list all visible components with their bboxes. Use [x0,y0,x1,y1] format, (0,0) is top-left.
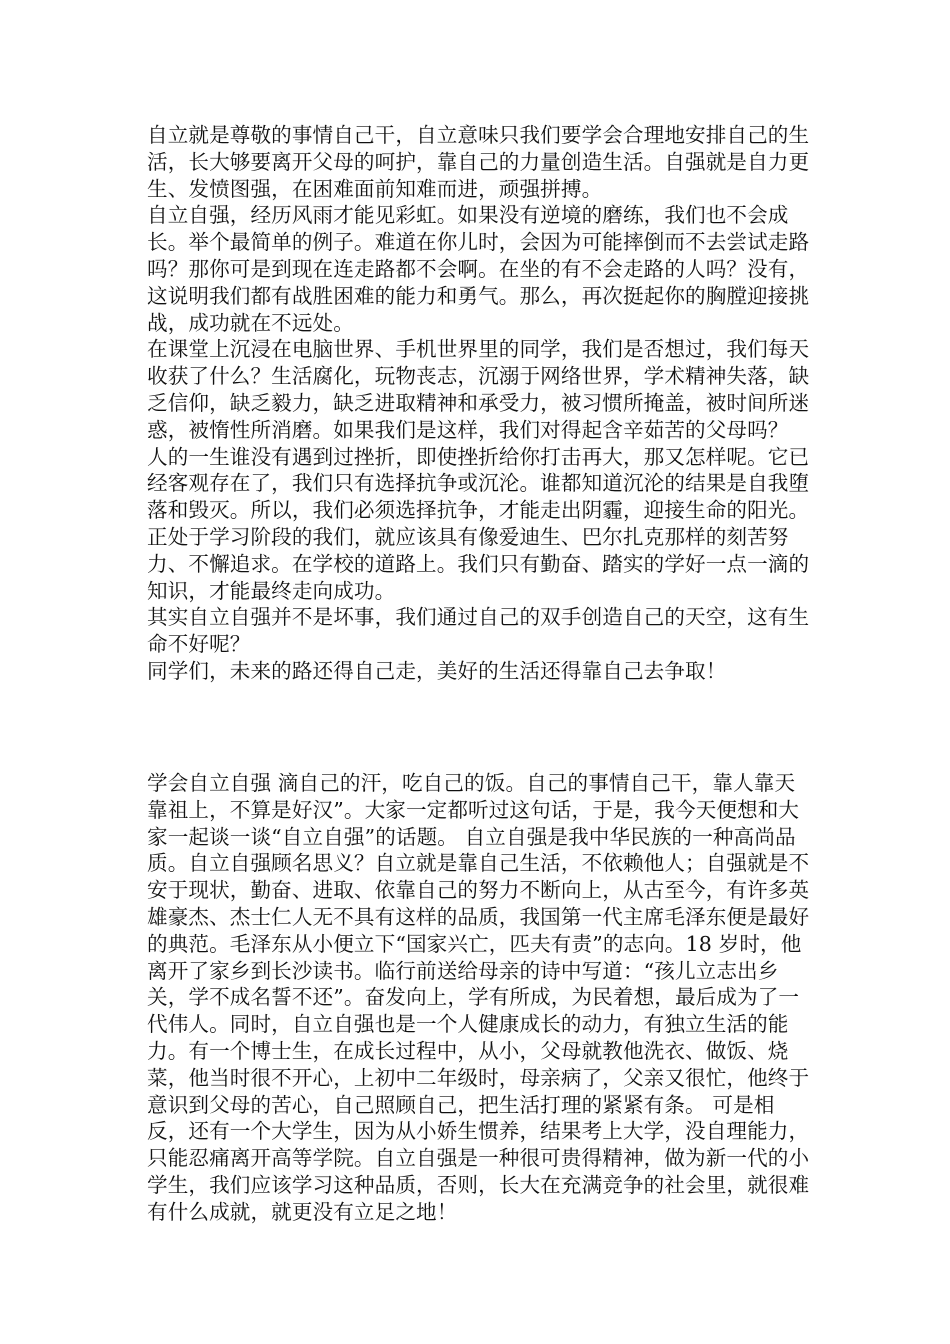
essay-section-2 [147,770,815,1226]
paragraph-1: 自立就是尊敬的事情自己干，自立意味只我们要学会合理地安排自己的生活，长大够要离开父母的呵护，靠自己的力量创造生活。自强就是自力更生、发愤图强，在困难面前知难而进，顽强拼搏。 [147,123,810,201]
paragraph-4: 人的一生谁没有遇到过挫折，即使挫折给你打击再大，那又怎样呢。它已经客观存在了，我们只有选择抗争或沉沦。谁都知道沉沦的结果是自我堕落和毁灭。所以，我们必须选择抗争，才能走出阴霾，迎接生命的阳光。 [147,444,810,523]
paragraph-2: 自立自强，经历风雨才能见彩虹。如果没有逆境的磨练，我们也不会成长。举个最简单的例子。难道在你儿时，会因为可能摔倒而不去尝试走路吗？那你可是到现在连走路都不会啊。在坐的有不会走路的人吗？没有，这说明我们都有战胜困难的能力和勇气。那么，再次挺起你的胸膛迎接挑战，成功就在不远处。 [147,203,810,335]
paragraph-5: 正处于学习阶段的我们，就应该具有像爱迪生、巴尔扎克那样的刻苦努力、不懈追求。在学校的道路上。我们只有勤奋、踏实的学好一点一滴的知识，才能最终走向成功。 [147,524,810,603]
paragraph-3: 在课堂上沉浸在电脑世界、手机世界里的同学，我们是否想过，我们每天收获了什么？生活腐化，玩物丧志，沉溺于网络世界，学术精神失落，缺乏信仰，缺乏毅力，缺乏进取精神和承受力，被习惯所掩盖，被时间所迷惑，被惰性所消磨。如果我们是这样，我们对得起含辛茹苦的父母吗？ [147,337,810,442]
paragraph-6: 其实自立自强并不是坏事，我们通过自己的双手创造自己的天空，这有生命不好呢？ [147,605,810,657]
essay-body-paragraph: 学会自立自强 滴自己的汗，吃自己的饭。自己的事情自己干，靠人靠天靠祖上，不算是好汉”。大家一定都听过这句话，于是，我今天便想和大家一起谈一谈“自立自强”的话题。 自立自强是我中华民族的一种高尚品质。自立自强顾名思义？自立就是靠自己生活，不依赖他人；自强就是不安于现状，勤奋、进取、依靠自己的努力不断向上，从古至今，有许多英雄豪杰、杰士仁人无不具有这样的品质，我国第一代主席毛泽东便是最好的典范。毛泽东从小便立下“国家兴亡，匹夫有责”的志向。18 岁时，他离开了家乡到长沙读书。临行前送给母亲的诗中写道：“孩儿立志出乡关，学不成名誓不还”。奋发向上，学有所成，为民着想，最后成为了一代伟人。同时，自立自强也是一个人健康成长的动力，有独立生活的能力。有一个博士生，在成长过程中，从小，父母就教他洗衣、做饭、烧菜，他当时很不开心，上初中二年级时，母亲病了，父亲又很忙，他终于意识到父母的苦心，自己照顾自己，把生活打理的紧紧有条。 可是相反，还有一个大学生，因为从小娇生惯养，结果考上大学，没自理能力，只能忍痛离开高等学院。自立自强是一种很可贵得精神，做为新一代的小学生，我们应该学习这种品质，否则，长大在充满竞争的社会里，就很难有什么成就，就更没有立足之地！ [147,771,810,1224]
essay-section-1 [147,122,815,685]
paragraph-7: 同学们，未来的路还得自己走，美好的生活还得靠自己去争取！ [147,658,727,683]
